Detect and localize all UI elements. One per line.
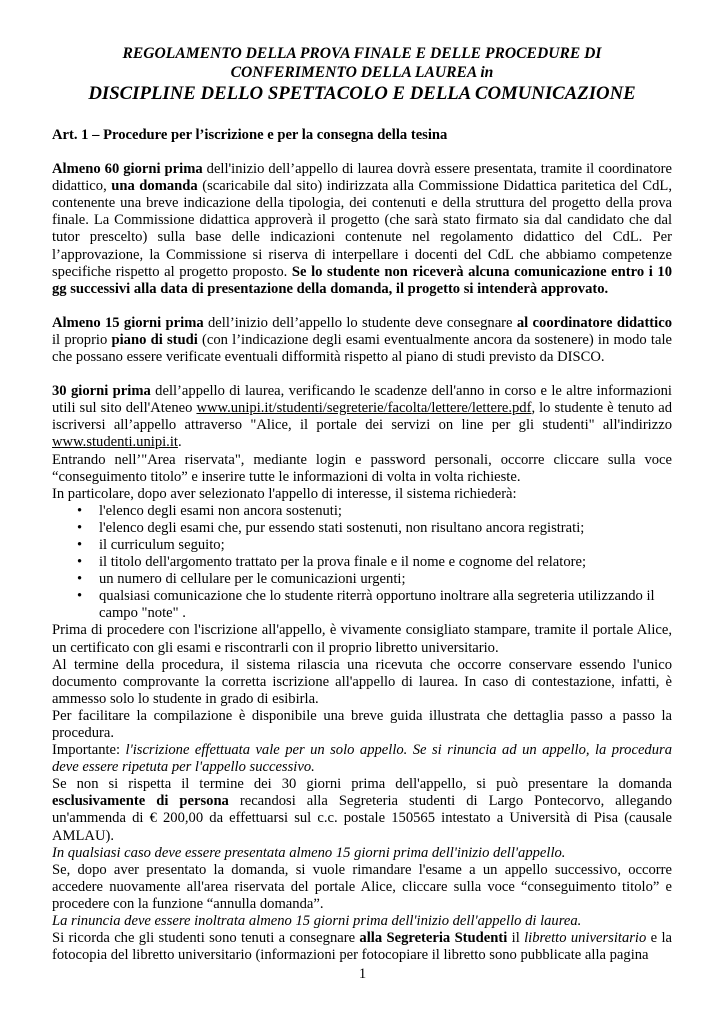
body-text: il: [507, 930, 525, 947]
body-text: dell'inizio dell’appello di laurea dovrà essere presentata, tramite il coordinatore didattico,: [52, 161, 672, 195]
bold-text: al coordinatore didattico: [516, 314, 672, 331]
bold-text: una domanda: [111, 178, 198, 195]
italic-text: La rinuncia deve essere inoltrata almeno 15 giorni prima dell'inizio dell'appello di laurea.: [52, 913, 582, 930]
paragraph-importante: [52, 742, 672, 776]
italic-text: In qualsiasi caso deve essere presentata almeno 15 giorni prima dell'inizio dell'appello.: [52, 844, 566, 861]
body-text: Se non si rispetta il termine dei 30 giorni prima dell'appello, si può presentare la domanda: [52, 776, 672, 793]
paragraph-area-riservata: Entrando nell’"Area riservata", mediante login e password personali, occorre cliccare sulla voce “conseguimento titolo” e inserire tutte le informazioni di volta in volta richieste.: [52, 451, 672, 485]
body-text: e la fotocopia del libretto universitario (informazioni per fotocopiare il libretto sono pubblicate alla pagina: [52, 930, 673, 964]
title-line-3: DISCIPLINE DELLO SPETTACOLO E DELLA COMUNICAZIONE: [88, 83, 636, 104]
paragraph-al-termine: Al termine della procedura, il sistema rilascia una ricevuta che occorre conservare essendo l'unico documento comprovante la corretta iscrizione all'appello di laurea. In caso di contestazione, infatti, è ammesso solo lo studente in grado di esibirla.: [52, 656, 672, 707]
list-item: • qualsiasi comunicazione che lo studente riterrà opportuno inoltrare alla segreteria utilizzando il campo "note" .: [52, 588, 672, 622]
body-text: (con l’indicazione degli esami eventualmente ancora da sostenere) in modo tale che possano essere verificate eventuali difformità rispetto al piano di studi previsto da DISCO.: [52, 331, 672, 366]
bold-text: Almeno 60 giorni prima: [52, 161, 203, 178]
italic-text: libretto universitario: [524, 930, 647, 947]
paragraph-15-days: [52, 315, 672, 366]
body-text: recandosi alla Segreteria studenti di Largo Pontecorvo, allegando un'ammenda di € 200,00 da effettuarsi sul c.c. postale 150565 intestato a Università di Pisa (causale AMLAU).: [52, 793, 672, 844]
unipi-lettere-link[interactable]: www.unipi.it/studenti/segreterie/facolta/lettere/lettere.pdf: [196, 400, 532, 417]
list-item: • l'elenco degli esami non ancora sostenuti;: [52, 503, 672, 520]
paragraph-in-particolare: In particolare, dopo aver selezionato l'appello di interesse, il sistema richiederà:: [52, 485, 517, 502]
paragraph-qualsiasi-caso: [52, 845, 672, 862]
list-item: • un numero di cellulare per le comunicazioni urgenti;: [52, 571, 672, 588]
body-text: il proprio: [52, 331, 112, 348]
document-page: [52, 44, 672, 964]
list-item: • il curriculum seguito;: [52, 537, 672, 554]
paragraph-rinuncia: [52, 913, 672, 930]
paragraph-60-days: [52, 161, 672, 298]
paragraph-guida: Per facilitare la compilazione è disponibile una breve guida illustrata che dettaglia passo a passo la procedura.: [52, 707, 672, 741]
bold-text: esclusivamente di persona: [52, 793, 229, 810]
paragraph-rimandare: Se, dopo aver presentato la domanda, si vuole rimandare l'esame a un appello successivo, occorre accedere nuovamente all'area riservata del portale Alice, cliccare sulla voce “conseguimento titolo” e procedere con la funzione “annulla domanda”.: [52, 861, 672, 912]
title-line-2: CONFERIMENTO DELLA LAUREA in: [230, 64, 494, 81]
article-heading: Art. 1 – Procedure per l’iscrizione e per la consegna della tesina: [52, 127, 448, 143]
title-line-1: REGOLAMENTO DELLA PROVA FINALE E DELLE PROCEDURE DI: [122, 45, 602, 62]
requirements-list: [52, 503, 672, 623]
paragraph-prima-di-procedere: Prima di procedere con l'iscrizione all'appello, è vivamente consigliato stampare, tramite il portale Alice, un certificato con gli esami e riscontrarli con il proprio libretto universitario.: [52, 622, 672, 656]
body-text: dell’appello di laurea, verificando le scadenze dell'anno in corso e le altre informazioni utili sul sito dell'Ateneo: [52, 383, 672, 417]
bold-text: 30 giorni prima: [52, 383, 151, 400]
list-item: • l'elenco degli esami che, pur essendo stati sostenuti, non risultano ancora registrati;: [52, 520, 672, 537]
body-text: dell’inizio dell’appello lo studente deve consegnare: [203, 314, 517, 331]
body-text: , lo studente è tenuto ad iscriversi all’appello attraverso "Alice, il portale dei servizi on line per gli studenti" all'indirizzo: [52, 400, 672, 434]
paragraph-ammenda: [52, 776, 672, 844]
body-text: (scaricabile dal sito) indirizzata alla Commissione Didattica paritetica del CdL, contenente una breve indicazione della tipologia, dei contenuti e della struttura del progetto della prova finale. La Commissione didattica approverà il progetto (che sarà stato firmato sia dal candidato che dal tutor prescelto) sulla base delle indicazioni contenute nel regolamento didattico del CdL. Per l’approvazione, la Commissione si riserva di interpellare i docenti del CdL che abbiamo competenze specifiche rispetto al progetto proposto.: [52, 178, 672, 280]
body-text: .: [177, 434, 182, 451]
bold-text: alla Segreteria Studenti: [359, 930, 508, 947]
bold-text: Se lo studente non riceverà alcuna comunicazione entro i 10 gg successivi alla data di presentazione della domanda, il progetto si intenderà approvato.: [52, 263, 673, 297]
bold-text: piano di studi: [111, 331, 198, 348]
italic-text: l'iscrizione effettuata vale per un solo appello. Se si rinuncia ad un appello, la procedura deve essere ripetuta per l'appello successivo.: [52, 742, 673, 776]
body-text: Importante:: [52, 742, 126, 759]
body-text: Si ricorda che gli studenti sono tenuti a consegnare: [52, 930, 360, 947]
paragraph-30-days: [52, 383, 672, 451]
studenti-unipi-link[interactable]: www.studenti.unipi.it: [52, 434, 178, 451]
page-number: 1: [358, 966, 367, 982]
paragraph-libretto: [52, 930, 672, 964]
bold-text: Almeno 15 giorni prima: [52, 314, 204, 331]
list-item: • il titolo dell'argomento trattato per la prova finale e il nome e cognome del relatore;: [52, 554, 672, 571]
